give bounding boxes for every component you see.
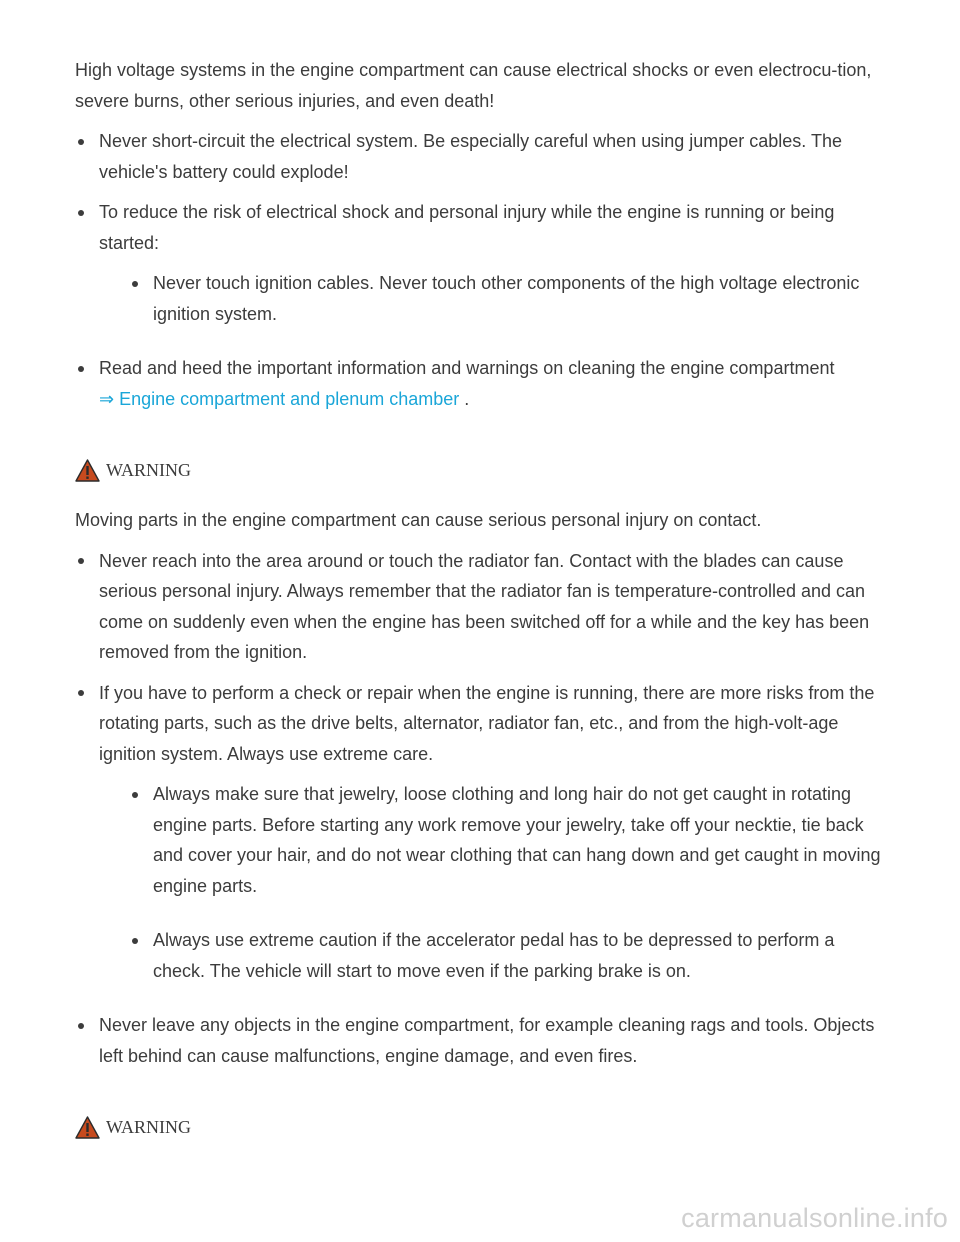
warning-label: WARNING	[106, 1116, 191, 1137]
warning-triangle-icon	[75, 1116, 106, 1139]
warning-heading	[75, 1111, 885, 1143]
sub-list-item: Never touch ignition cables. Never touch other components of the high voltage electronic ignition system.	[129, 268, 885, 329]
list-item-text: Read and heed the important information and warnings on cleaning the engine compartment	[99, 358, 835, 378]
list-item: Never reach into the area around or touch the radiator fan. Contact with the blades can cause serious personal injury. Always remember that the radiator fan is temperature-controlled and can come on suddenly even when the engine has been switched off for a while and the key has been removed from the ignition.	[75, 546, 885, 668]
high-voltage-list	[75, 126, 885, 414]
warning-label: WARNING	[106, 459, 191, 480]
list-item	[75, 678, 885, 987]
list-item	[75, 197, 885, 329]
sub-list	[129, 268, 885, 329]
list-item: Never short-circuit the electrical system. Be especially careful when using jumper cables. The vehicle's battery could explode!	[75, 126, 885, 187]
warning-triangle-icon	[75, 459, 106, 482]
list-item	[75, 353, 885, 414]
sub-list-item: Always use extreme caution if the accelerator pedal has to be depressed to perform a check. The vehicle will start to move even if the parking brake is on.	[129, 925, 885, 986]
manual-page	[75, 55, 885, 1143]
moving-parts-intro: Moving parts in the engine compartment can cause serious personal injury on contact.	[75, 510, 762, 530]
watermark: carmanualsonline.info	[681, 1203, 948, 1233]
moving-parts-list	[75, 546, 885, 1072]
list-item-text: If you have to perform a check or repair when the engine is running, there are more risks from the rotating parts, such as the drive belts, alternator, radiator fan, etc., and from the high-volt-age ignition system. Always use extreme care.	[99, 682, 875, 764]
warning-heading	[75, 454, 885, 486]
high-voltage-intro: High voltage systems in the engine compartment can cause electrical shocks or even electrocu-tion, severe burns, other serious injuries, and even death!	[75, 60, 872, 111]
sub-list	[129, 779, 885, 986]
list-item-text: To reduce the risk of electrical shock and personal injury while the engine is running or being started:	[99, 202, 835, 253]
engine-compartment-link[interactable]: ⇒ Engine compartment and plenum chamber	[99, 388, 460, 409]
list-item: Never leave any objects in the engine compartment, for example cleaning rags and tools. Objects left behind can cause malfunctions, engine damage, and even fires.	[75, 1010, 885, 1071]
sub-list-item: Always make sure that jewelry, loose clothing and long hair do not get caught in rotating engine parts. Before starting any work remove your jewelry, take off your necktie, tie back and cover your hair, and do not wear clothing that can hang down and get caught in moving engine parts.	[129, 779, 885, 901]
link-suffix: .	[464, 388, 470, 409]
